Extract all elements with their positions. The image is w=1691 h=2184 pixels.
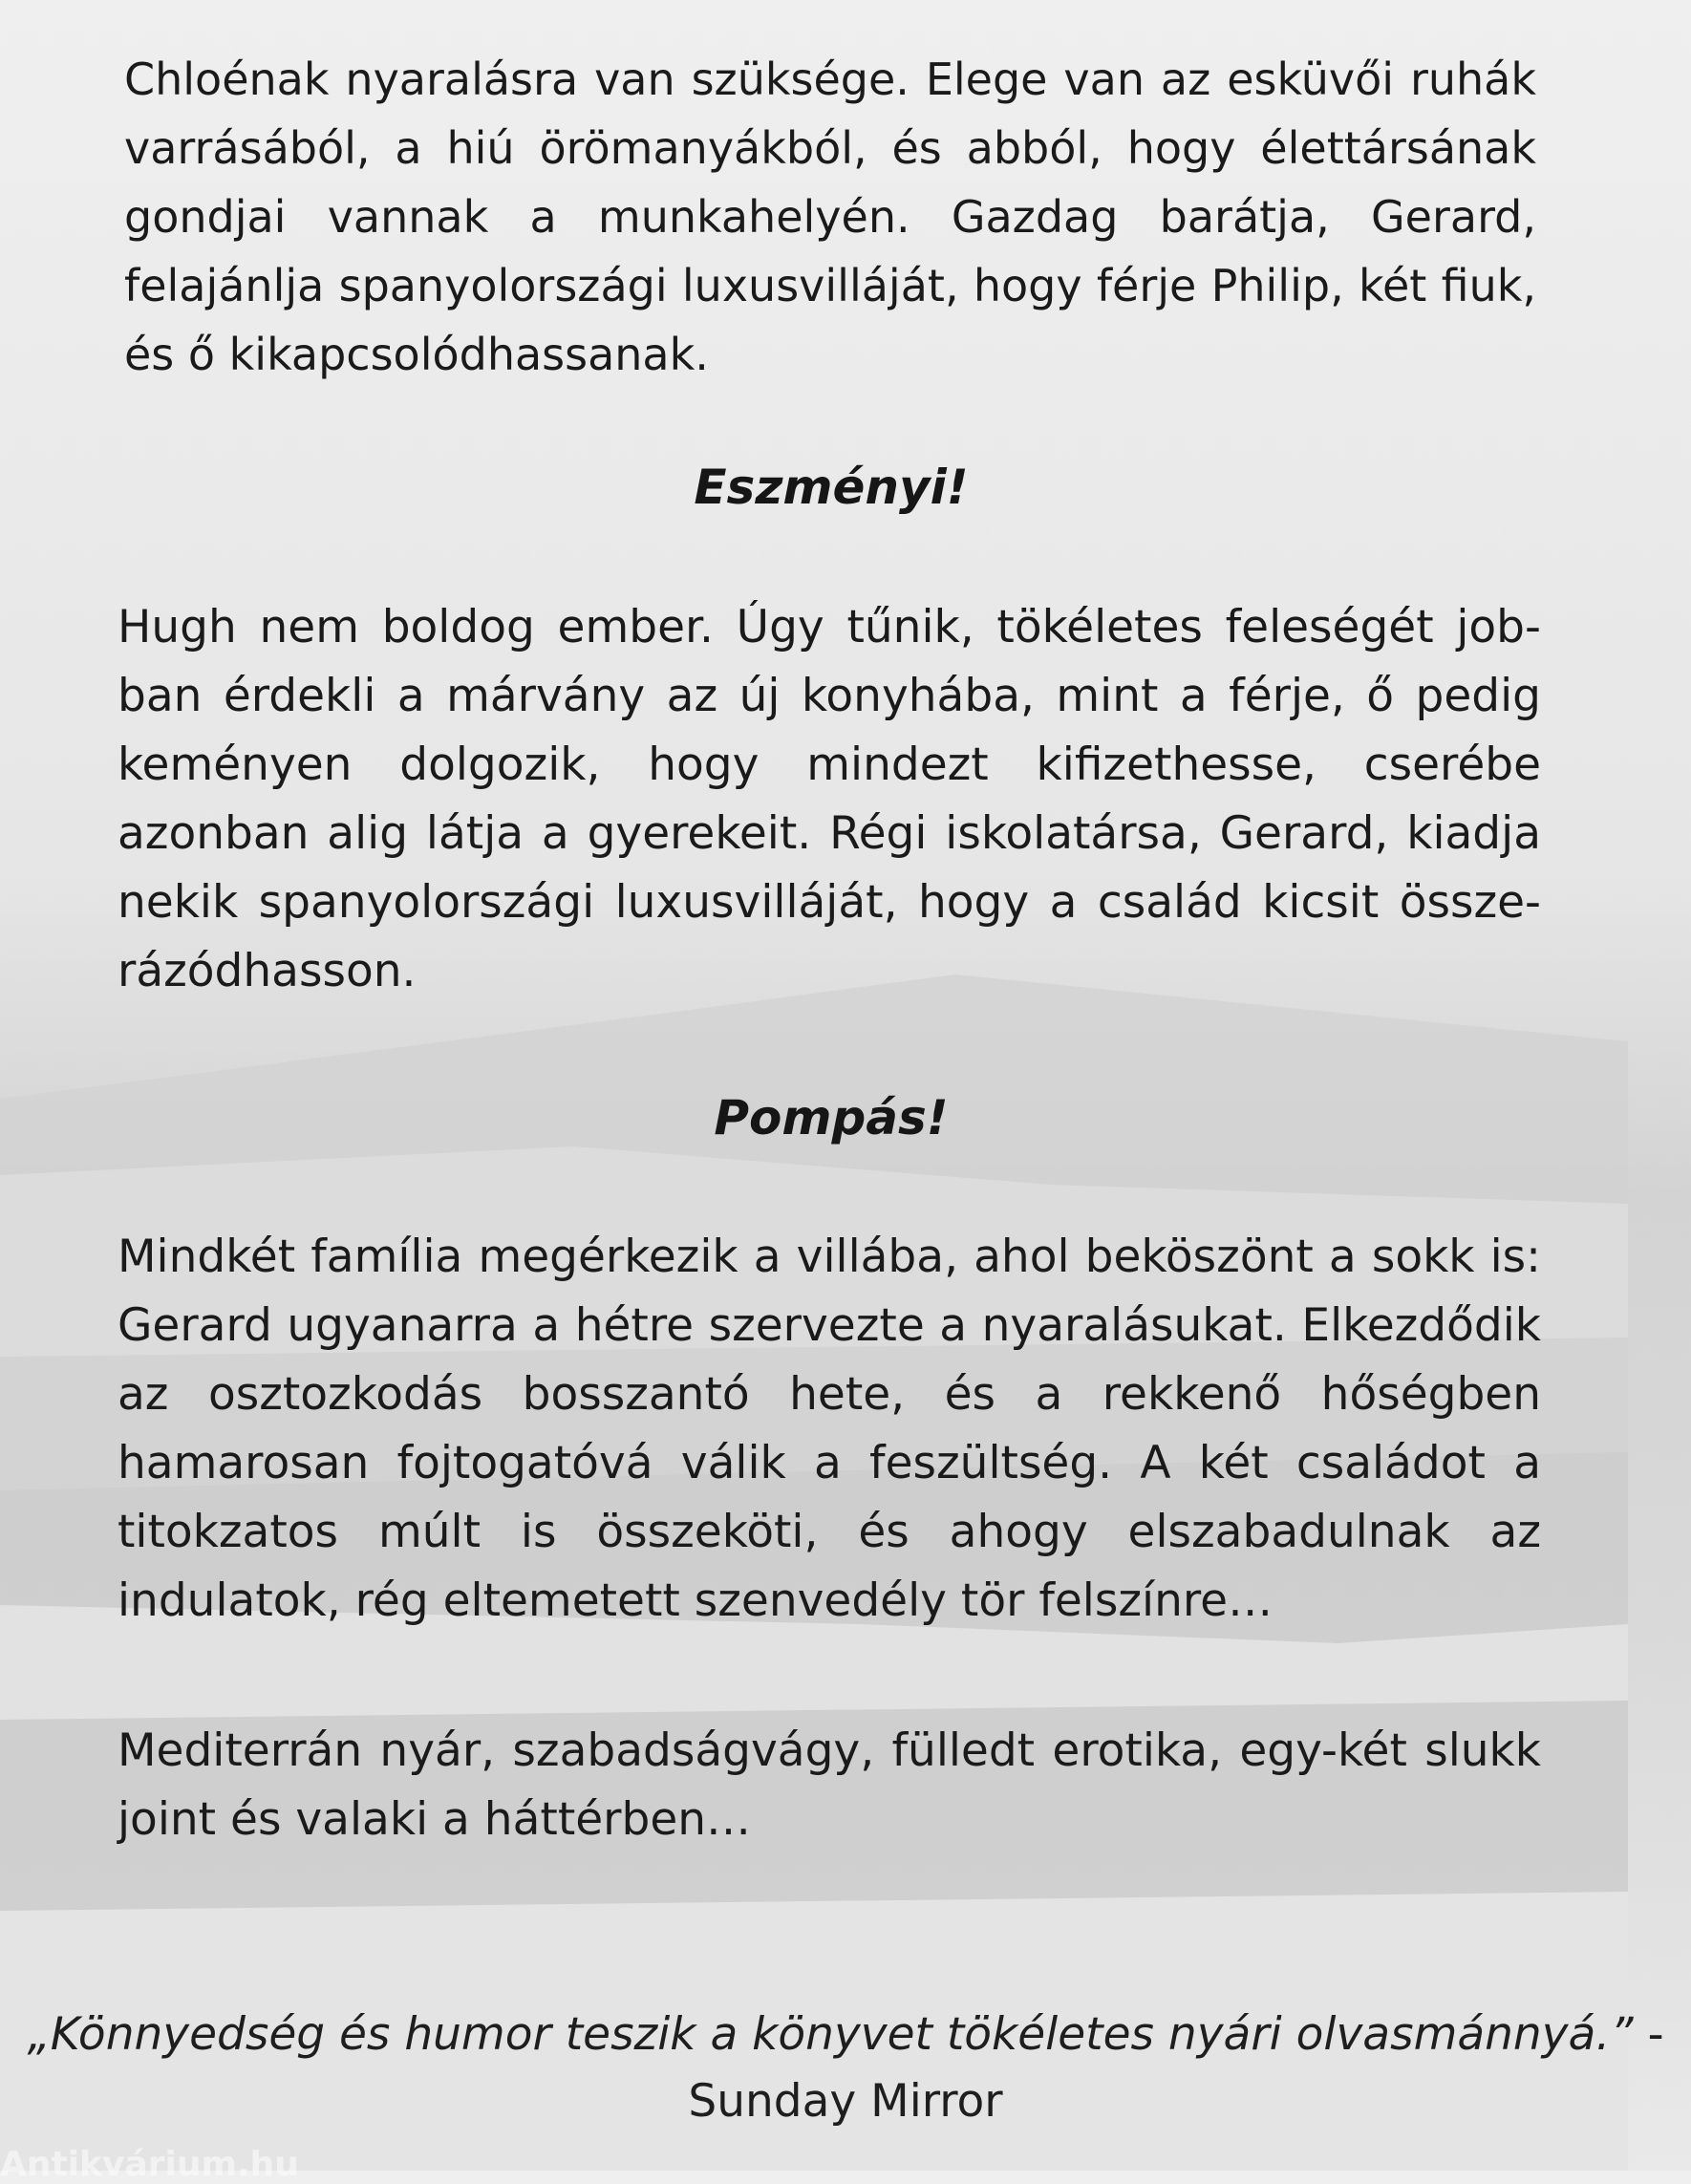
- blurb-paragraph-summary: Mediterrán nyár, szabadságvágy, fülledt erotika, egy-két slukk joint és valaki a háttérben…: [118, 1724, 1541, 1846]
- review-quote-separator: -: [1633, 2008, 1664, 2061]
- review-quote: [0, 2002, 1691, 2135]
- blurb-paragraph-chloe: Chloénak nyaralásra van szüksége. Elege van az esküvői ruhák varrásából, a hiú örömanyákból, és abból, hogy élettársának gondjai vannak a munkahelyén. Gazdag barátja, Gerard, felajánlja spanyolországi luxusvilláját, hogy férje Philip, két fiuk, és ő kikapcsolódhassanak.: [124, 54, 1536, 380]
- review-quote-text: „Könnyedség és humor teszik a könyvet tökéletes nyári olvasmánnyá.”: [27, 2008, 1634, 2061]
- blurb-paragraph-hugh: Hugh nem boldog ember. Úgy tűnik, tökéletes feleségét jobban érdekli a márvány az új konyhába, mint a férje, ő pedig keményen dolgozik, hogy mindezt kifizethesse, cserébe azonban alig látja a gyerekeit. Régi iskolatársa, Gerard, kiadja nekik spanyolországi luxusvilláját, hogy a család kicsit összerázódhasson.: [118, 601, 1541, 997]
- blurb-paragraph-villa: Mindkét família megérkezik a villába, ahol beköszönt a sokk is: Gerard ugyanarra a hétre szervezte a nyaralásukat. Elkezdődik az osztozkodás bosszantó hete, és a rekkenő hőségben hamarosan fojtogatóvá válik a feszültség. A két családot a titokzatos múlt is összeköti, és ahogy elszabadulnak az indulatok, rég eltemetett szenvedély tör felszínre…: [118, 1231, 1541, 1627]
- review-quote-source: Sunday Mirror: [688, 2075, 1003, 2128]
- heading-eszmenyi: Eszményi!: [694, 460, 969, 515]
- watermark: Antikvárium.hu: [0, 2145, 299, 2184]
- heading-pompas: Pompás!: [714, 1090, 949, 1146]
